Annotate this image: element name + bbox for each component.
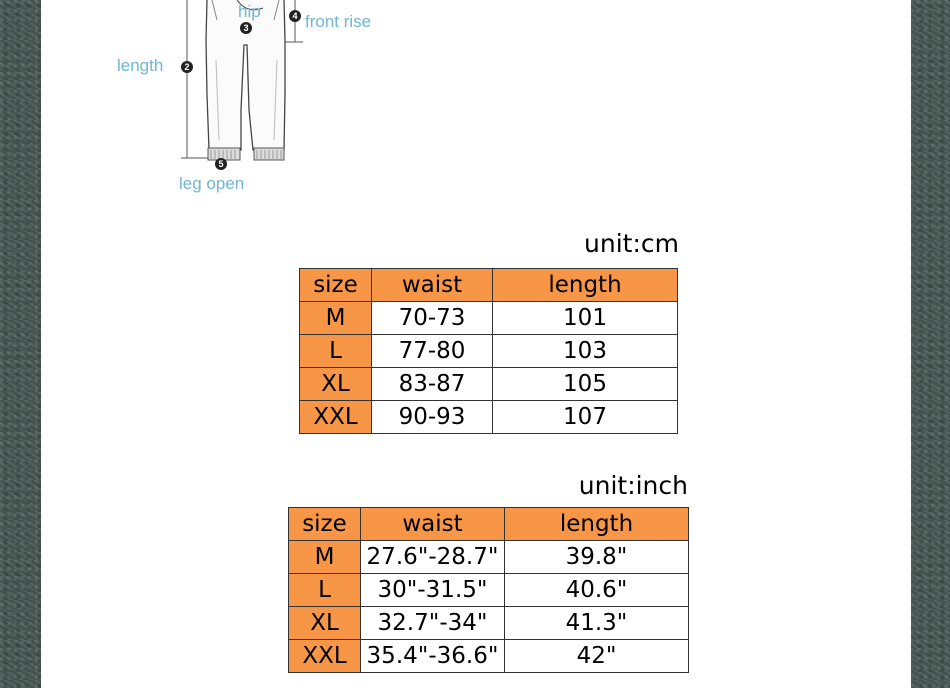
waist-cell: 83-87 xyxy=(372,368,493,401)
length-cell: 103 xyxy=(493,335,678,368)
pants-diagram xyxy=(41,0,372,210)
length-cell: 41.3" xyxy=(505,607,689,640)
table-row xyxy=(289,574,689,607)
header-size: size xyxy=(289,508,361,541)
size-cell: M xyxy=(289,541,361,574)
length-cell: 105 xyxy=(493,368,678,401)
marker-4-label: 4 xyxy=(292,11,298,21)
table-row xyxy=(300,335,678,368)
table-row xyxy=(289,640,689,673)
waist-cell: 70-73 xyxy=(372,302,493,335)
length-cell: 42" xyxy=(505,640,689,673)
table-row xyxy=(289,607,689,640)
size-cell: XL xyxy=(300,368,372,401)
marker-2-label: 2 xyxy=(184,62,190,72)
size-cell: M xyxy=(300,302,372,335)
front-rise-label: front rise xyxy=(305,12,372,31)
length-cell: 101 xyxy=(493,302,678,335)
length-cell: 39.8" xyxy=(505,541,689,574)
hip-label: hip xyxy=(238,2,261,21)
marker-5-label: 5 xyxy=(218,159,224,169)
length-cell: 40.6" xyxy=(505,574,689,607)
length-label: length xyxy=(117,56,164,75)
size-cell: XXL xyxy=(300,401,372,434)
table-row xyxy=(300,302,678,335)
header-waist: waist xyxy=(361,508,505,541)
size-cell: XL xyxy=(289,607,361,640)
inch-unit-label: unit:inch xyxy=(578,471,688,500)
cm-size-table xyxy=(299,268,678,434)
header-length: length xyxy=(493,269,678,302)
size-chart-page xyxy=(41,0,911,688)
size-cell: XXL xyxy=(289,640,361,673)
size-cell: L xyxy=(300,335,372,368)
table-row xyxy=(300,368,678,401)
length-cell: 107 xyxy=(493,401,678,434)
waist-cell: 35.4"-36.6" xyxy=(361,640,505,673)
header-size: size xyxy=(300,269,372,302)
table-row xyxy=(300,401,678,434)
table-row xyxy=(289,541,689,574)
cm-unit-label: unit:cm xyxy=(584,229,679,258)
size-cell: L xyxy=(289,574,361,607)
marker-3-label: 3 xyxy=(243,23,249,33)
waist-cell: 90-93 xyxy=(372,401,493,434)
waist-cell: 30"-31.5" xyxy=(361,574,505,607)
waist-cell: 77-80 xyxy=(372,335,493,368)
table-header-row xyxy=(300,269,678,302)
header-length: length xyxy=(505,508,689,541)
header-waist: waist xyxy=(372,269,493,302)
waist-cell: 32.7"-34" xyxy=(361,607,505,640)
table-header-row xyxy=(289,508,689,541)
inch-size-table xyxy=(288,507,689,673)
leg-open-label: leg open xyxy=(179,174,245,193)
waist-cell: 27.6"-28.7" xyxy=(361,541,505,574)
